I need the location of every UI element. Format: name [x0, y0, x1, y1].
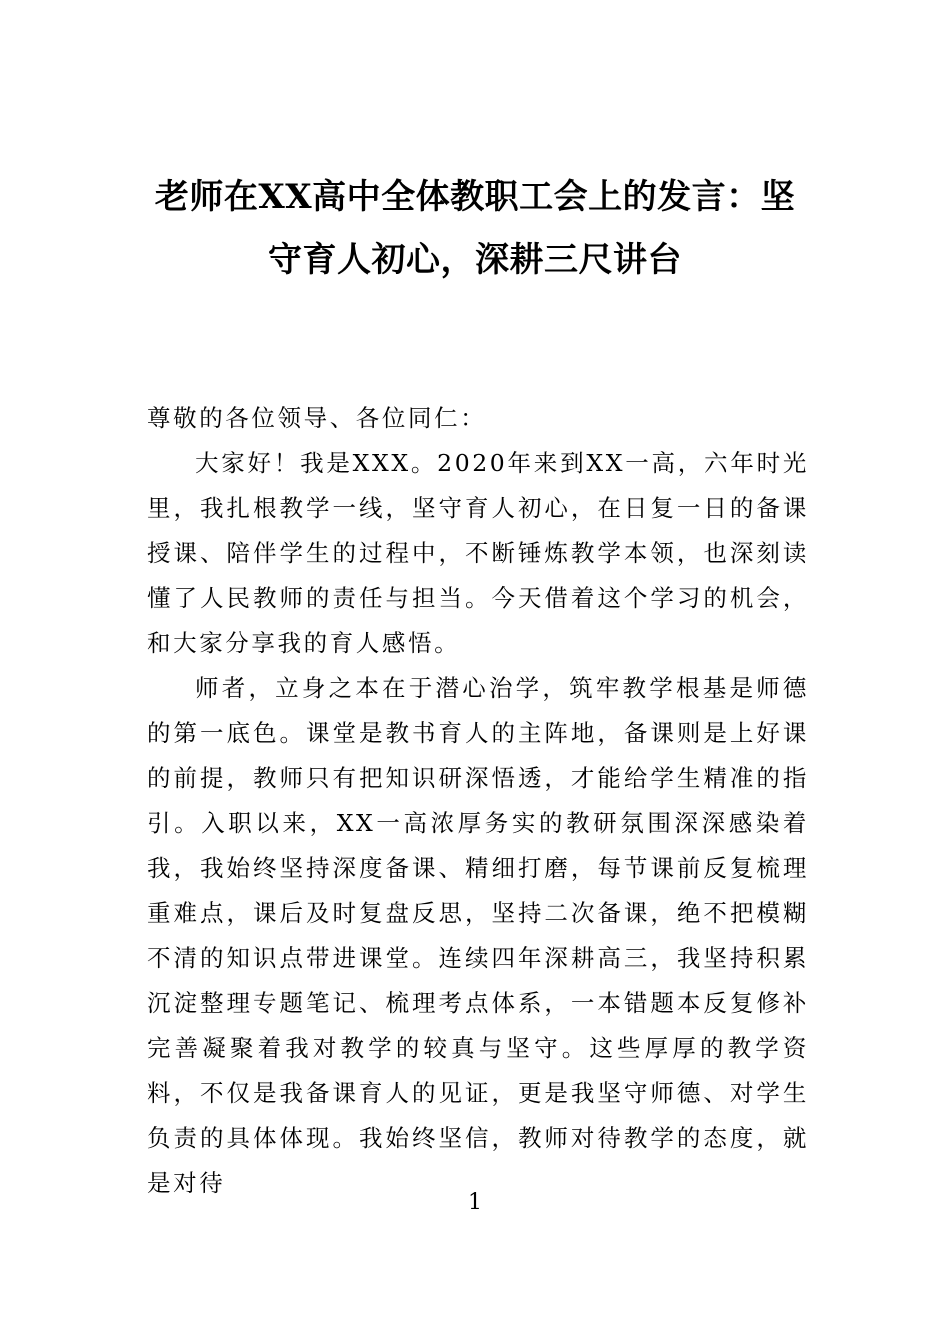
paragraph-2: 师者，立身之本在于潜心治学，筑牢教学根基是师德的第一底色。课堂是教书育人的主阵地，备课则是上好课的前提，教师只有把知识研深悟透，才能给学生精准的指引。入职以来，XX一高浓厚务实的教研氛围深深感染着我，我始终坚持深度备课、精细打磨，每节课前反复梳理重难点，课后及时复盘反思，坚持二次备课，绝不把模糊不清的知识点带进课堂。连续四年深耕高三，我坚持积累沉淀整理专题笔记、梳理考点体系，一本错题本反复修补完善凝聚着我对教学的较真与坚守。这些厚厚的教学资料，不仅是我备课育人的见证，更是我坚守师德、对学生负责的具体体现。我始终坚信，教师对待教学的态度，就是对待 — [147, 674, 809, 1197]
paragraph-1: 大家好！我是XXX。2020年来到XX一高，六年时光里，我扎根教学一线，坚守育人初心，在日复一日的备课授课、陪伴学生的过程中，不断锤炼教学本领，也深刻读懂了人民教师的责任与担当。今天借着这个学习的机会，和大家分享我的育人感悟。 — [147, 449, 809, 657]
document-title: 老师在XX高中全体教职工会上的发言：坚守育人初心，深耕三尺讲台 — [154, 177, 796, 280]
page-number: 1 — [468, 1190, 482, 1215]
document-body — [147, 396, 809, 1206]
salutation: 尊敬的各位领导、各位同仁： — [147, 404, 487, 432]
